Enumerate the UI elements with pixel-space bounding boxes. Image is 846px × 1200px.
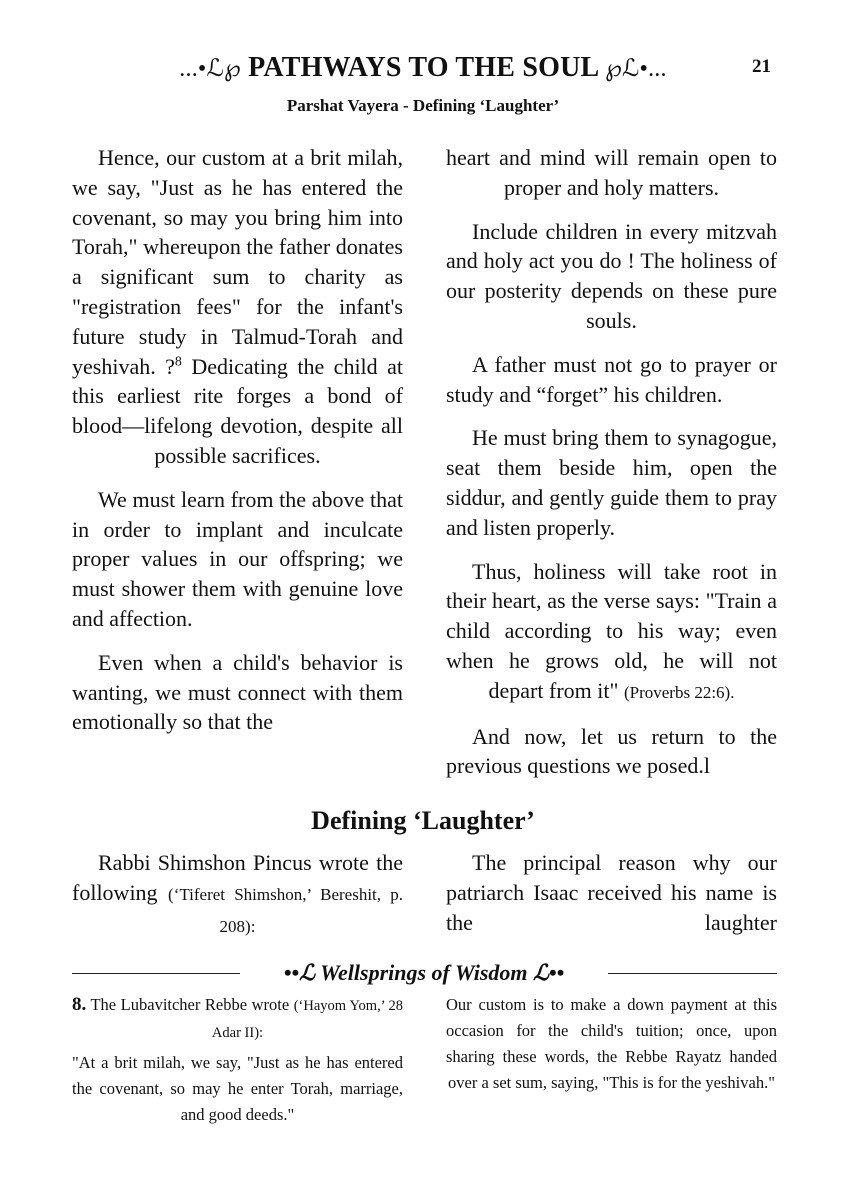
paragraph: We must learn from the above that in order to implant and inculcate proper values in our offspring; we must shower them with genuine love and affection. — [72, 486, 403, 631]
paragraph: The principal reason why our patriarch Isaac received his name is the laughter — [446, 850, 777, 935]
flourish-left-icon: ...•ℒ℘ — [179, 56, 241, 82]
paragraph — [446, 557, 777, 708]
footnote-left-column — [72, 992, 403, 1132]
paragraph — [72, 143, 403, 471]
paragraph: heart and mind will remain open to proper and holy matters. — [446, 145, 777, 200]
body-right-column — [446, 143, 777, 795]
paragraph-text: Thus, holiness will take root in their heart, as the verse says: "Train a child according to his way; even when he grows old, he will not depart from it" — [446, 558, 777, 703]
paragraph: And now, let us return to the previous questions we posed.l — [446, 723, 777, 779]
section-left-column — [72, 848, 403, 955]
book-title-text: PATHWAYS TO THE SOUL — [248, 52, 598, 83]
section-title: Defining ‘Laughter’ — [311, 806, 535, 835]
wellsprings-label: ••ℒ Wellsprings of Wisdom ℒ•• — [283, 960, 565, 985]
footnote-quote: "At a brit milah, we say, "Just as he has entered the covenant, so may he enter Torah, marriage, and good deeds." — [72, 1053, 403, 1124]
footnote-source: (‘Hayom Yom,’ 28 Adar II): — [211, 998, 403, 1041]
footnote-lead: The Lubavitcher Rebbe wrote — [86, 995, 294, 1014]
divider-line-right — [608, 973, 777, 974]
source-reference: (‘Tiferet Shimshon,’ Bereshit, p. 208): — [168, 884, 403, 936]
divider-line-left — [72, 973, 240, 974]
verse-reference: (Proverbs 22:6). — [623, 682, 735, 702]
book-title — [128, 48, 718, 89]
paragraph: Include children in every mitzvah and holy act you do ! The holiness of our posterity depends on these pure souls. — [446, 218, 777, 333]
paragraph — [72, 848, 403, 941]
footnote-divider — [72, 958, 777, 988]
footnote-right-column — [446, 992, 777, 1100]
footnote-marker[interactable]: 8 — [174, 354, 182, 370]
footnote-heading — [72, 992, 403, 1046]
paragraph: Even when a child's behavior is wanting, we must connect with them emotionally so that the — [72, 649, 403, 735]
paragraph-text: Hence, our custom at a brit milah, we say, "Just as he has entered the covenant, so may you bring him into Torah," whereupon the father donates a significant sum to charity as "registration fees" for the infant's future study in Talmud-Torah and yeshivah. ? — [72, 145, 403, 379]
section-right-column — [446, 848, 777, 951]
paragraph: He must bring them to synagogue, seat them beside him, open the siddur, and gently guide them to pray and listen properly. — [446, 425, 777, 540]
paragraph: A father must not go to prayer or study and “forget” his children. — [446, 351, 777, 407]
page-number: 21 — [752, 56, 771, 77]
paragraph-text: Dedicating the child at this earliest rite forges a bond of blood—lifelong devotion, despite all possible sacrifices. — [72, 353, 403, 468]
flourish-right-icon: ℘ℒ•... — [605, 56, 667, 82]
chapter-subtitle: Parshat Vayera - Defining ‘Laughter’ — [286, 96, 560, 115]
body-left-column — [72, 143, 403, 751]
footnote-text: Our custom is to make a down payment at this occasion for the child's tuition; once, upon sharing these words, the Rebbe Rayatz handed over a set sum, saying, "This is for the yeshivah." — [446, 995, 777, 1092]
paragraph-text: Rabbi Shimshon Pincus wrote the following — [72, 850, 403, 905]
footnote-number: 8. — [72, 994, 87, 1015]
page-header — [0, 48, 846, 88]
